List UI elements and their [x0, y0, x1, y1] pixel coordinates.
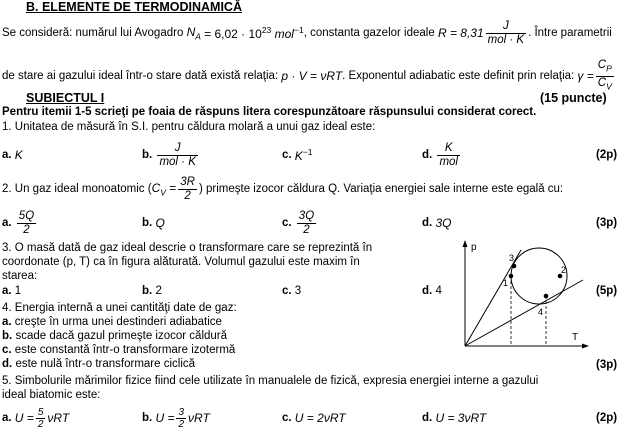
label-state-2: 2 — [561, 265, 567, 275]
q4-option-c: c. este constantă într-o transformare izotermă — [2, 344, 236, 356]
gas-constant-unit: $\frac{J}{\text{mol · K}}$ — [487, 19, 525, 46]
label-state-3: 3 — [509, 253, 515, 263]
q5-line-1: 5. Simbolurile mărimilor fizice fiind cele utilizate în manualele de fizică, expresia energiei interne a gazului — [2, 375, 539, 387]
label-state-4: 4 — [538, 307, 544, 317]
q1-option-d: d. $\frac{K}{\text{mol}}$ — [422, 141, 458, 168]
q3-pT-diagram — [455, 238, 595, 350]
q4-text: 4. Energia internă a unei cantităţi date de gaz: — [2, 302, 237, 314]
q3-points: (5p) — [596, 285, 618, 297]
q1-points: (2p) — [596, 149, 618, 161]
q5-text — [2, 374, 538, 402]
q1-text: 1. Unitatea de măsură în S.I. pentru căldura molară a unui gaz ideal este: — [2, 121, 376, 133]
axis-label-T: T — [572, 332, 579, 343]
q3-line-3: starea: — [2, 270, 38, 282]
adiabatic-text: . Exponentul adiabatic este definit prin relaţia: — [342, 70, 575, 82]
q1-options — [2, 138, 622, 172]
avogadro-symbol: $N_A$ — [186, 24, 201, 42]
q5-option-a: a. U = $\frac{5}{2}$ νRT — [2, 406, 70, 430]
q4-option-b: b. scade dacă gazul primeşte izocor căldură — [2, 330, 228, 342]
isochore-lower — [465, 280, 583, 346]
subject-points: (15 puncte) — [540, 91, 607, 105]
state-point-4 — [544, 294, 549, 299]
q4-option-d: d. este nulă într-o transformare ciclică — [2, 358, 196, 370]
q2-text: 2. Un gaz ideal monoatomic ( $C_V$ = $\frac{3R}{2}$ ) primeşte izocor căldura Q. Variaţia energiei sale interne este egală cu: — [2, 175, 564, 202]
q3-line-1: 3. O masă dată de gaz ideal descrie o transformare care se reprezintă în — [2, 242, 373, 254]
q5-points: (2p) — [596, 412, 618, 424]
q5-option-b: b. U = $\frac{3}{2}$ νRT — [142, 406, 210, 430]
q2-options — [2, 206, 622, 240]
q2-points: (3p) — [596, 217, 618, 229]
q5-line-2: ideal biatomic este: — [2, 389, 101, 401]
q5-option-d: d. U = 3νRT — [422, 411, 487, 425]
gamma-fraction: $\frac{C_P}{C_V}$ — [597, 59, 612, 91]
subject-instruction: Pentru itemii 1-5 scrieţi pe foaia de răspuns litera corespunzătoare răspunsului considerat corect. — [2, 106, 537, 118]
T-axis-arrow — [582, 344, 589, 349]
p-axis-arrow — [463, 240, 468, 247]
q3-option-c: c. 3 — [282, 285, 302, 297]
gamma-symbol: γ = — [577, 69, 594, 83]
state-relation: p · V = νRT — [281, 69, 343, 83]
q4-points: (3p) — [596, 359, 618, 371]
q3-line-2: coordonate (p, T) ca în figura alăturată. Volumul gazului este maxim în — [2, 256, 360, 268]
q2-option-c: c. $\frac{3Q}{2}$ — [282, 209, 315, 236]
q3-option-a: a. 1 — [2, 285, 22, 297]
q1-option-b: b. $\frac{J}{\text{mol · K}}$ — [142, 141, 196, 168]
state-point-1 — [509, 274, 514, 279]
q3-option-d: d. 4 — [422, 285, 442, 297]
q5-option-c: c. U = 2νRT — [282, 411, 346, 425]
q1-option-a: a. K — [2, 148, 23, 162]
section-title: B. ELEMENTE DE TERMODINAMICĂ — [26, 0, 242, 14]
q3-option-b: b. 2 — [142, 285, 162, 297]
q4-option-a: a. creşte în urma unei destinderi adiabatice — [2, 316, 222, 328]
axis-label-p: p — [471, 242, 477, 253]
constants-intro: Se consideră: numărul lui Avogadro — [2, 27, 184, 39]
q2-option-b: b. Q — [142, 216, 165, 230]
avogadro-value: = $6,02 \cdot 10^{23}$ mol$^{-1}$ — [204, 25, 304, 41]
q3-text — [2, 241, 372, 283]
constants-line-2 — [2, 58, 616, 94]
constants-tail: . Între parametrii — [528, 27, 612, 39]
q5-options — [2, 403, 622, 433]
q2-option-d: d. 3Q — [422, 216, 452, 230]
subject-title: SUBIECTUL I — [26, 91, 105, 105]
q1-option-c: c. $K^{-1}$ — [282, 147, 313, 163]
q4-block — [2, 301, 237, 371]
gas-constant-value: R = 8,31 — [437, 26, 484, 40]
gas-constant-text: , constanta gazelor ideale — [303, 27, 435, 39]
constants-line-1 — [2, 17, 612, 49]
q2-option-a: a. $\frac{5Q}{2}$ — [2, 209, 35, 236]
label-state-1: 1 — [503, 278, 509, 288]
state-point-3 — [512, 264, 517, 269]
state-relation-text: de stare ai gazului ideal într-o stare dată există relaţia: — [2, 70, 279, 82]
